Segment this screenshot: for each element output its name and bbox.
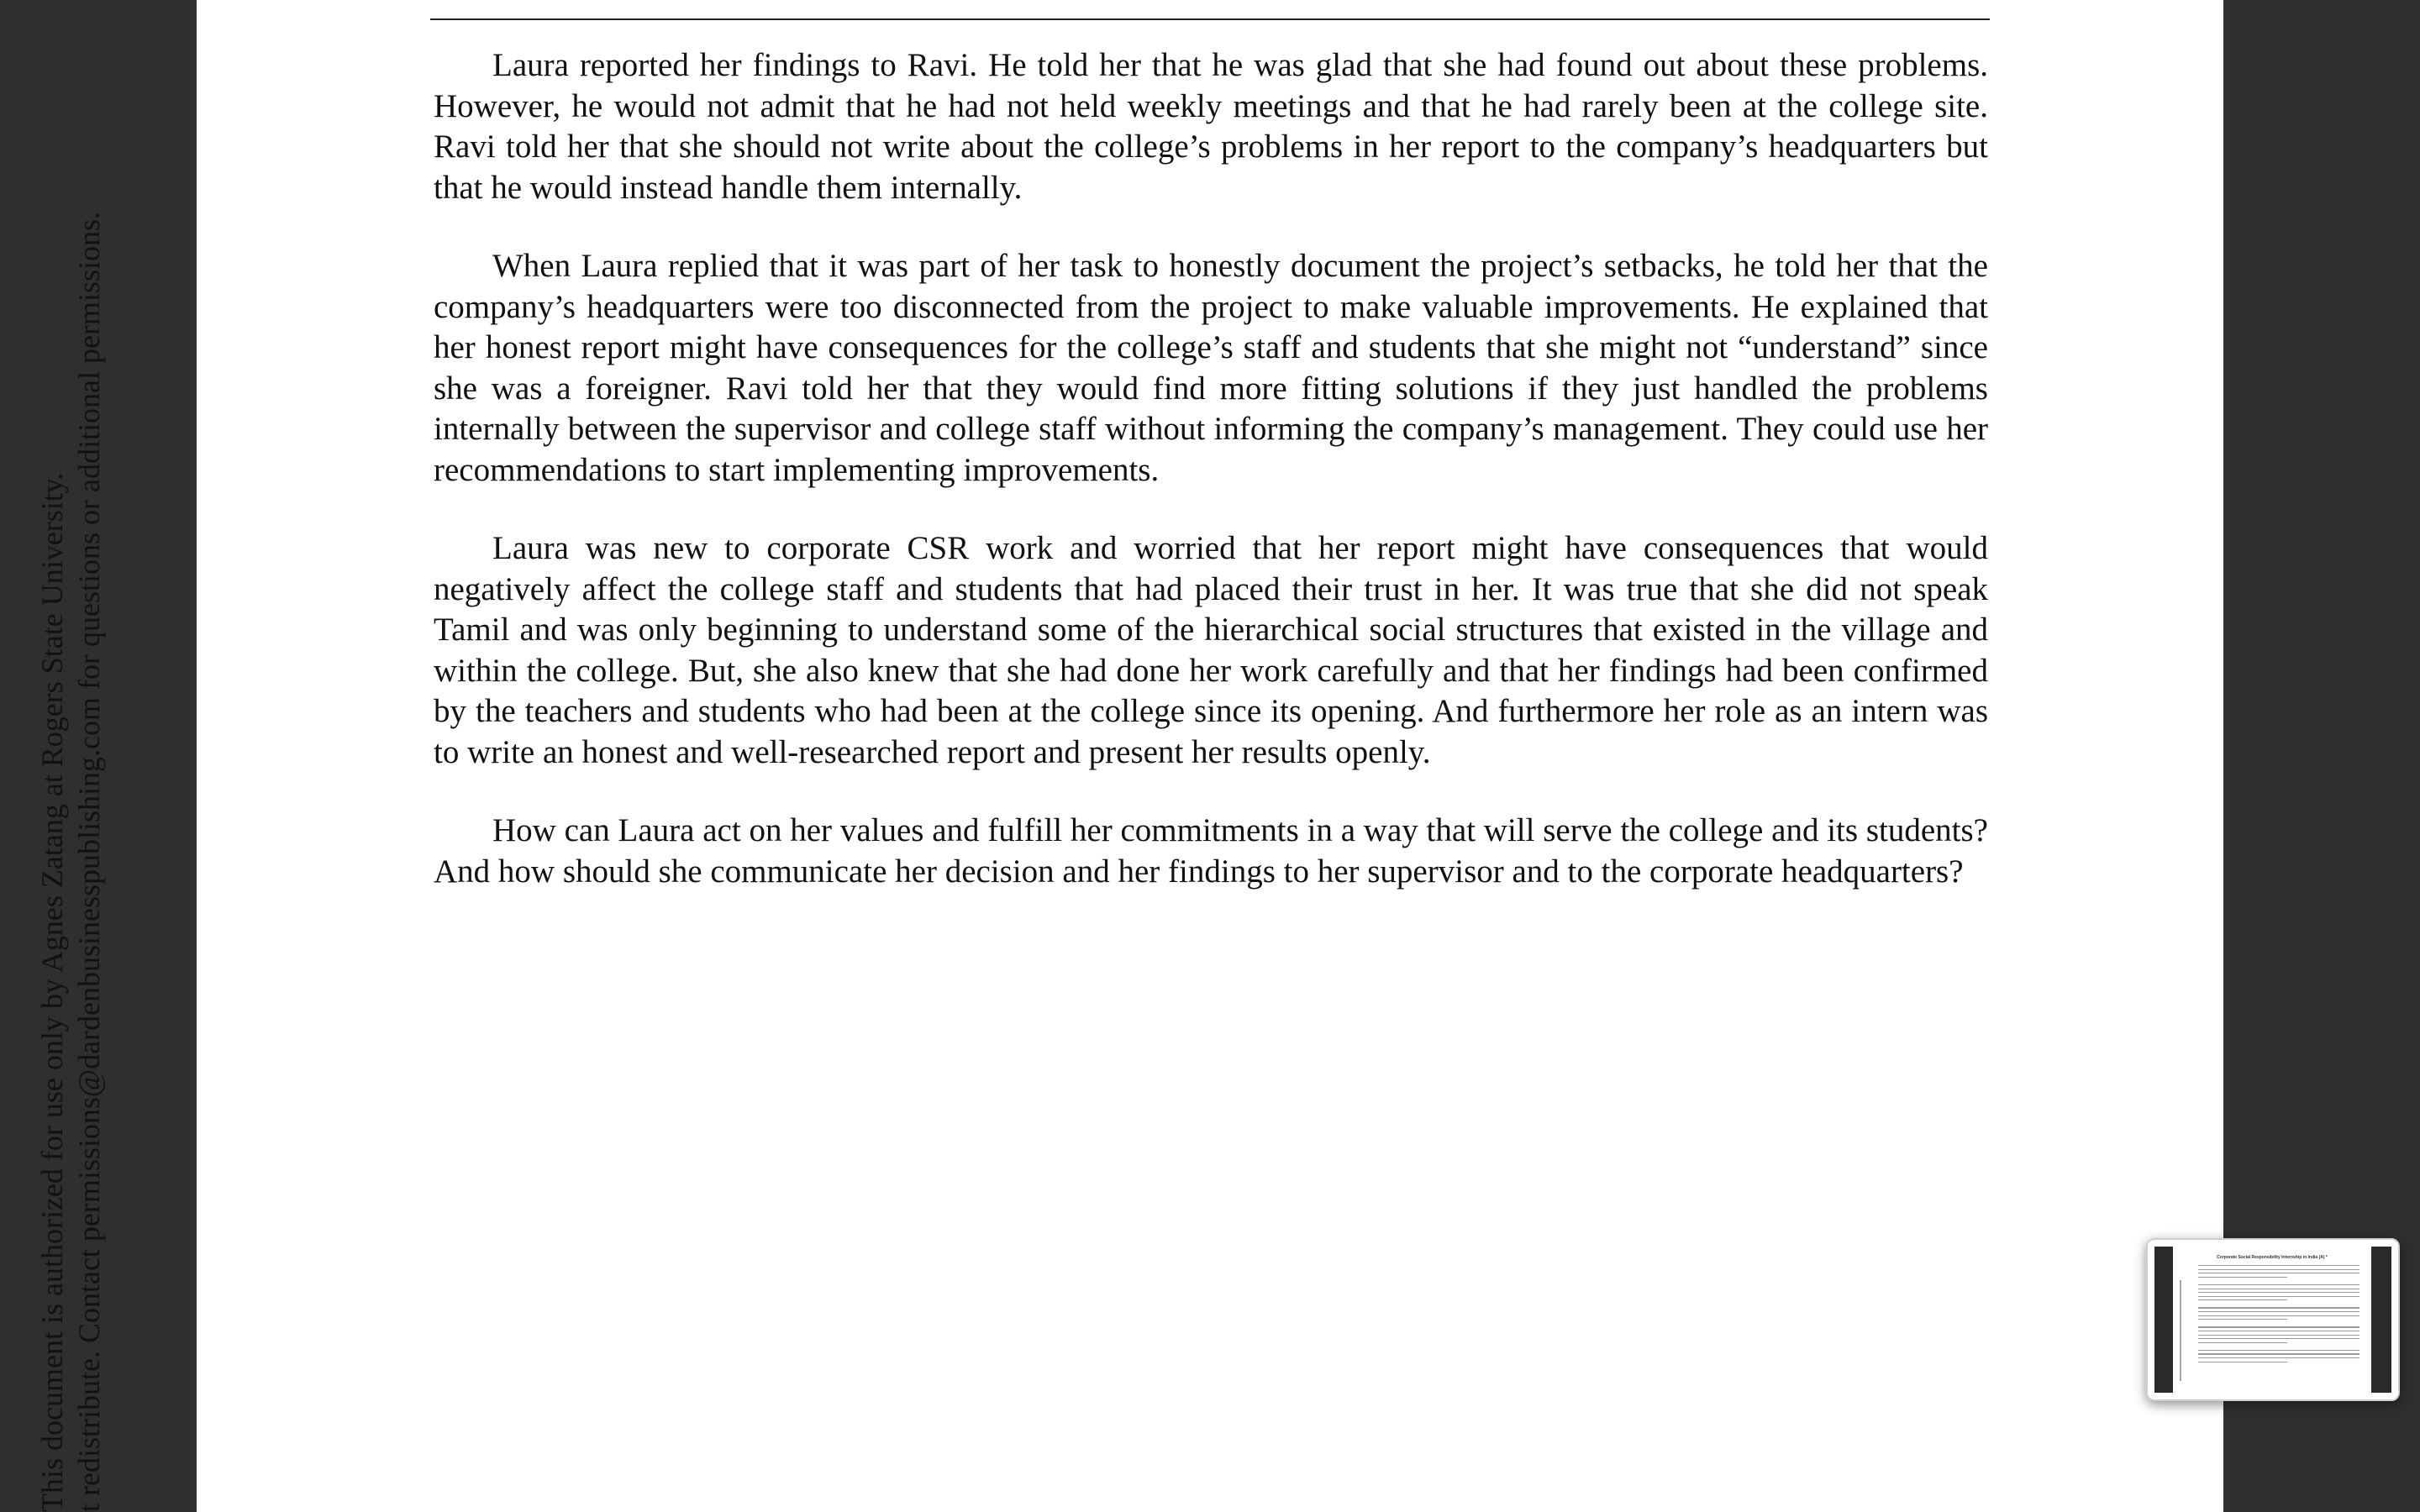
thumbnail-watermark-mark xyxy=(2180,1280,2181,1381)
paragraph-2: When Laura replied that it was part of her task to honestly document the project’s setbacks, he told her that the company’s headquarters were too disconnected from the project to make valuable improvements. He explained that her honest report might have consequences for the college’s staff and students that she might not “understand” since she was a foreigner. Ravi told her that they would find more fitting solutions if they just handled the problems internally between the supervisor and college staff without informing the company’s management. They could use her recommendations to start implementing improvements. xyxy=(434,248,1988,488)
watermark-line-2: t redistribute. Contact permissions@dardenbusinesspublishing.com for questions or additional permissions. xyxy=(72,212,106,1512)
document-page xyxy=(197,0,2223,1512)
paragraph-4: How can Laura act on her values and fulfill her commitments in a way that will serve the college and its students? And how should she communicate her decision and her findings to her supervisor and to the corporate headquarters? xyxy=(434,812,1988,890)
thumbnail-sheet xyxy=(2173,1247,2371,1393)
paragraph-1: Laura reported her findings to Ravi. He told her that he was glad that she had found out about these problems. However, he would not admit that he had not held weekly meetings and that he had rarely been at the college site. Ravi told her that she should not write about the college’s problems in her report to the company’s headquarters but that he would instead handle them internally. xyxy=(434,47,1988,206)
header-rule xyxy=(430,18,1990,20)
watermark-line-1: This document is authorized for use only by Agnes Zatang at Rogers State University. xyxy=(35,472,69,1512)
page-thumbnail-preview[interactable] xyxy=(2146,1238,2400,1401)
thumbnail-frame xyxy=(2154,1247,2391,1393)
thumbnail-text-lines xyxy=(2198,1265,2360,1386)
paragraph-3: Laura was new to corporate CSR work and worried that her report might have consequences that would negatively affect the college staff and students that had placed their trust in her. It was true that she did not speak Tamil and was only beginning to understand some of the hierarchical social structures that existed in the village and within the college. But, she also knew that she had done her work carefully and that her findings had been confirmed by the teachers and students who had been at the college since its opening. And furthermore her role as an intern was to write an honest and well-researched report and present her results openly. xyxy=(434,530,1988,770)
thumbnail-title: Corporate Social Responsibility Internship in India (A) * xyxy=(2217,1255,2328,1260)
license-watermark xyxy=(34,168,108,1512)
document-body xyxy=(434,45,1988,892)
